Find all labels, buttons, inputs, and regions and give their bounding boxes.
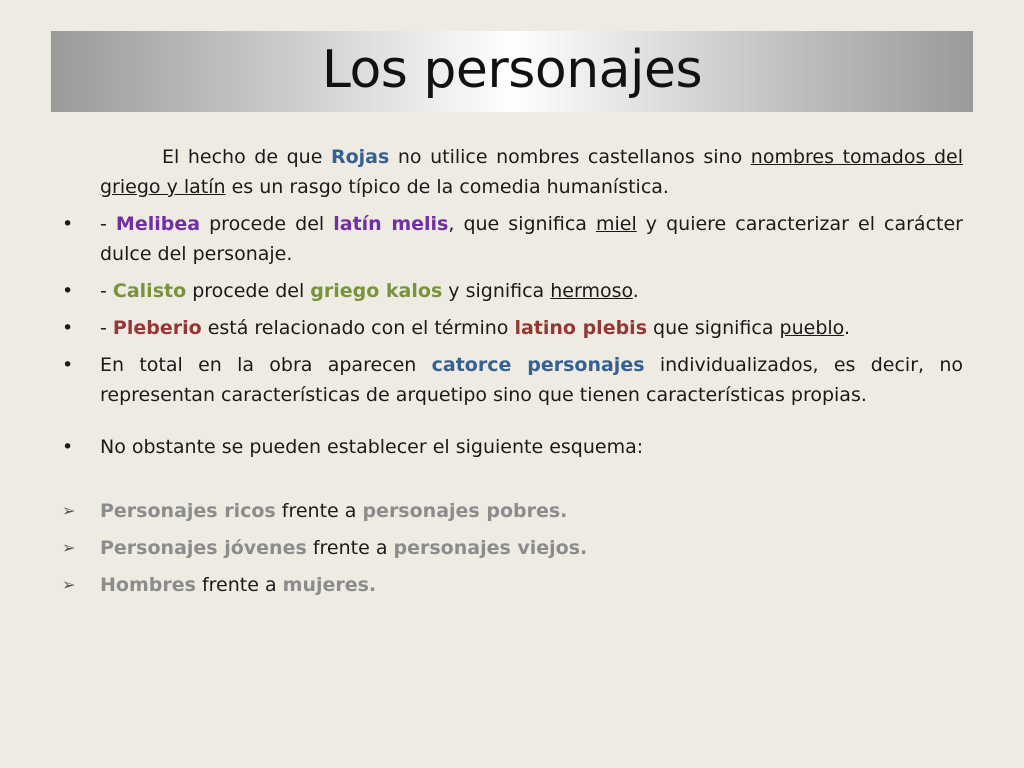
highlight-term: Hombres xyxy=(100,574,196,596)
text-segment: - xyxy=(100,317,113,339)
meaning-hermoso: hermoso xyxy=(550,280,633,302)
text-segment: frente a xyxy=(306,537,394,559)
bullet-icon: • xyxy=(62,317,74,339)
bullet-catorce-personajes xyxy=(62,350,963,410)
text-segment: En total en la obra aparecen xyxy=(100,354,432,376)
arrow-bullet-icon: ➢ xyxy=(62,575,76,594)
bullet-icon: • xyxy=(62,280,74,302)
slide-title: Los personajes xyxy=(321,39,703,100)
text-segment: frente a xyxy=(195,574,283,596)
bullet-icon: • xyxy=(62,354,74,376)
highlight-term: Personajes ricos xyxy=(100,500,276,522)
bullet-icon: • xyxy=(62,213,74,235)
bullet-text xyxy=(100,276,963,306)
highlight-term: personajes pobres. xyxy=(362,500,568,522)
slide-content xyxy=(62,142,963,607)
highlight-term: personajes viejos. xyxy=(393,537,588,559)
catorce-personajes-highlight: catorce personajes xyxy=(431,354,645,376)
text-segment: frente a xyxy=(275,500,363,522)
text-segment: procede del xyxy=(186,280,311,302)
text-segment: está relacionado con el término xyxy=(201,317,515,339)
name-calisto: Calisto xyxy=(112,280,187,302)
text-segment: individualizados, es decir, no representan características de arquetipo sino que tienen características propias. xyxy=(100,354,963,406)
text-segment: y quiere caracterizar el carácter dulce del personaje. xyxy=(100,213,963,265)
intro-text-2: no utilice nombres castellanos sino xyxy=(389,146,751,168)
bullet-text xyxy=(100,313,963,343)
bullet-melibea xyxy=(62,209,963,269)
text-segment: - xyxy=(100,213,116,235)
text-segment: . xyxy=(843,317,850,339)
rojas-highlight: Rojas xyxy=(330,146,390,168)
arrow-item-text xyxy=(100,570,963,600)
arrow-bullet-icon: ➢ xyxy=(62,538,76,557)
bullet-text xyxy=(100,209,963,269)
bullet-text xyxy=(100,350,963,410)
arrow-item-hombres-mujeres xyxy=(62,570,963,600)
arrow-item-ricos-pobres xyxy=(62,496,963,526)
title-bar xyxy=(51,31,973,112)
name-pleberio: Pleberio xyxy=(112,317,202,339)
origin-griego-kalos: griego kalos xyxy=(310,280,443,302)
name-melibea: Melibea xyxy=(115,213,201,235)
arrow-bullet-icon: ➢ xyxy=(62,501,76,520)
meaning-miel: miel xyxy=(595,213,637,235)
text-segment: , que significa xyxy=(448,213,596,235)
highlight-term: Personajes jóvenes xyxy=(100,537,307,559)
meaning-pueblo: pueblo xyxy=(779,317,844,339)
text-segment: procede del xyxy=(200,213,334,235)
text-segment: - xyxy=(100,280,113,302)
bullet-text: No obstante se pueden establecer el siguiente esquema: xyxy=(100,436,644,458)
bullet-pleberio xyxy=(62,313,963,343)
origin-latino-plebis: latino plebis xyxy=(514,317,647,339)
origin-latin-melis: latín melis xyxy=(333,213,449,235)
highlight-term: mujeres. xyxy=(282,574,377,596)
arrow-item-text xyxy=(100,496,963,526)
intro-text-1: El hecho de que xyxy=(162,146,331,168)
intro-text-3: es un rasgo típico de la comedia humanística. xyxy=(225,176,669,198)
bullet-icon: • xyxy=(62,436,74,458)
bullet-esquema xyxy=(62,432,963,462)
text-segment: . xyxy=(632,280,639,302)
bullet-calisto xyxy=(62,276,963,306)
intro-underlined: nombres tomados del griego y latín xyxy=(100,146,963,198)
text-segment: que significa xyxy=(647,317,780,339)
text-segment: y significa xyxy=(442,280,551,302)
arrow-item-jovenes-viejos xyxy=(62,533,963,563)
arrow-item-text xyxy=(100,533,963,563)
intro-paragraph xyxy=(100,142,963,202)
